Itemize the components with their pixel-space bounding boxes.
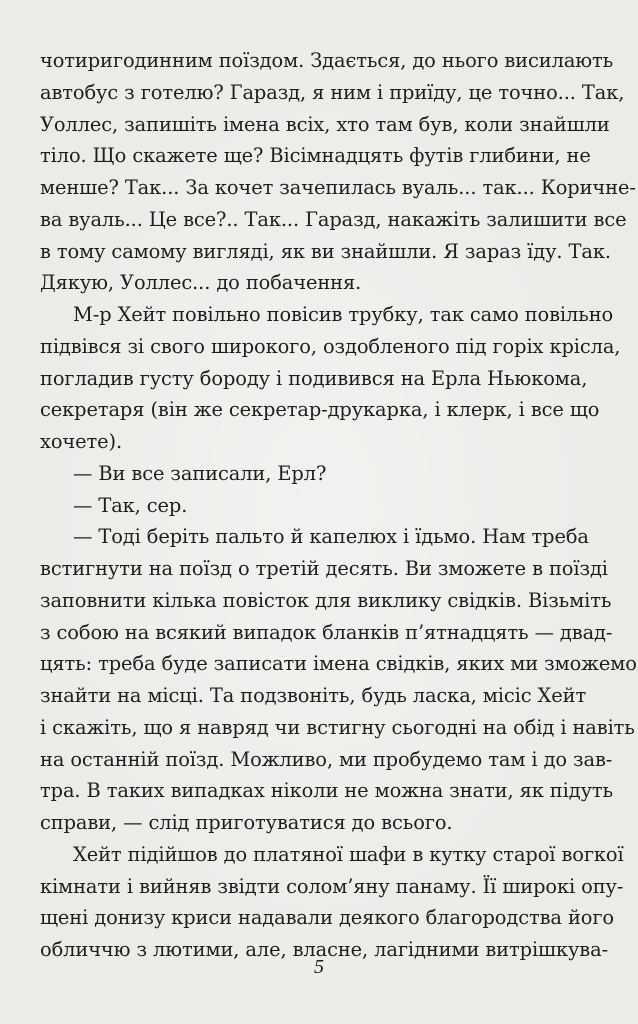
page-number: 5 [314,956,324,978]
text-line: погладив густу бороду і подивився на Ерла Ньюкома, [40,366,588,390]
dialogue-line: — Тоді беріть пальто й капелюх і їдьмо. Нам треба [73,525,589,549]
text-line: цять: треба буде записати імена свідків, яких ми зможемо [40,652,637,676]
text-line: з собою на всякий випадок бланків п’ятнадцять — двад- [40,620,613,644]
text-line: обличчю з лютими, але, власне, лагідними витрішкува- [40,938,609,961]
text-line: хочете). [40,430,123,453]
text-line: автобус з готелю? Гаразд, я ним і приїду, це точно... Так, [40,80,625,104]
text-line: заповнити кілька повісток для виклику свідків. Візьміть [40,588,612,612]
text-line: Хейт підійшов до платяної шафи в кутку старої вогкої [73,842,624,866]
text-line: секретаря (він же секретар-друкарка, і клерк, і все що [40,398,600,422]
text-line: на останній поїзд. Можливо, ми пробудемо там і до зав- [40,747,613,771]
text-line: підвівся зі свого широкого, оздобленого під горіх крісла, [40,334,621,358]
text-line: щені донизу криси надавали деякого благородства його [40,906,614,930]
text-line: тра. В таких випадках ніколи не можна знати, як підуть [40,779,613,803]
text-line: Дякую, Уоллес... до побачення. [40,271,362,295]
text-line: Уоллес, запишіть імена всіх, хто там був, коли знайшли [40,112,610,136]
text-line: встигнути на поїзд о третій десять. Ви зможете в поїзді [40,557,608,580]
text-line: М-р Хейт повільно повісив трубку, так само повільно [73,303,614,326]
text-line: менше? Так... За кочет зачепилась вуаль... так... Коричне- [40,176,636,199]
body-text [40,45,637,966]
text-line: в тому самому вигляді, як ви знайшли. Я зараз їду. Так. [40,239,611,263]
text-line: справи, — слід приготуватися до всього. [40,811,453,834]
text-line: знайти на місці. Та подзвоніть, будь ласка, місіс Хейт [40,684,587,707]
text-line: кімнати і вийняв звідти солом’яну панаму. Її широкі опу- [40,874,624,898]
dialogue-line: — Ви все записали, Ерл? [73,461,327,485]
text-line: ва вуаль... Це все?.. Так... Гаразд, накажіть залишити все [40,207,627,231]
text-line: і скажіть, що я навряд чи встигну сьогодні на обід і навіть [40,715,635,739]
dialogue-line: — Так, сер. [73,493,188,517]
text-line: чотиригодинним поїздом. Здається, до нього висилають [40,49,614,72]
text-line: тіло. Що скажете ще? Вісімнадцять футів глибини, не [40,144,591,168]
